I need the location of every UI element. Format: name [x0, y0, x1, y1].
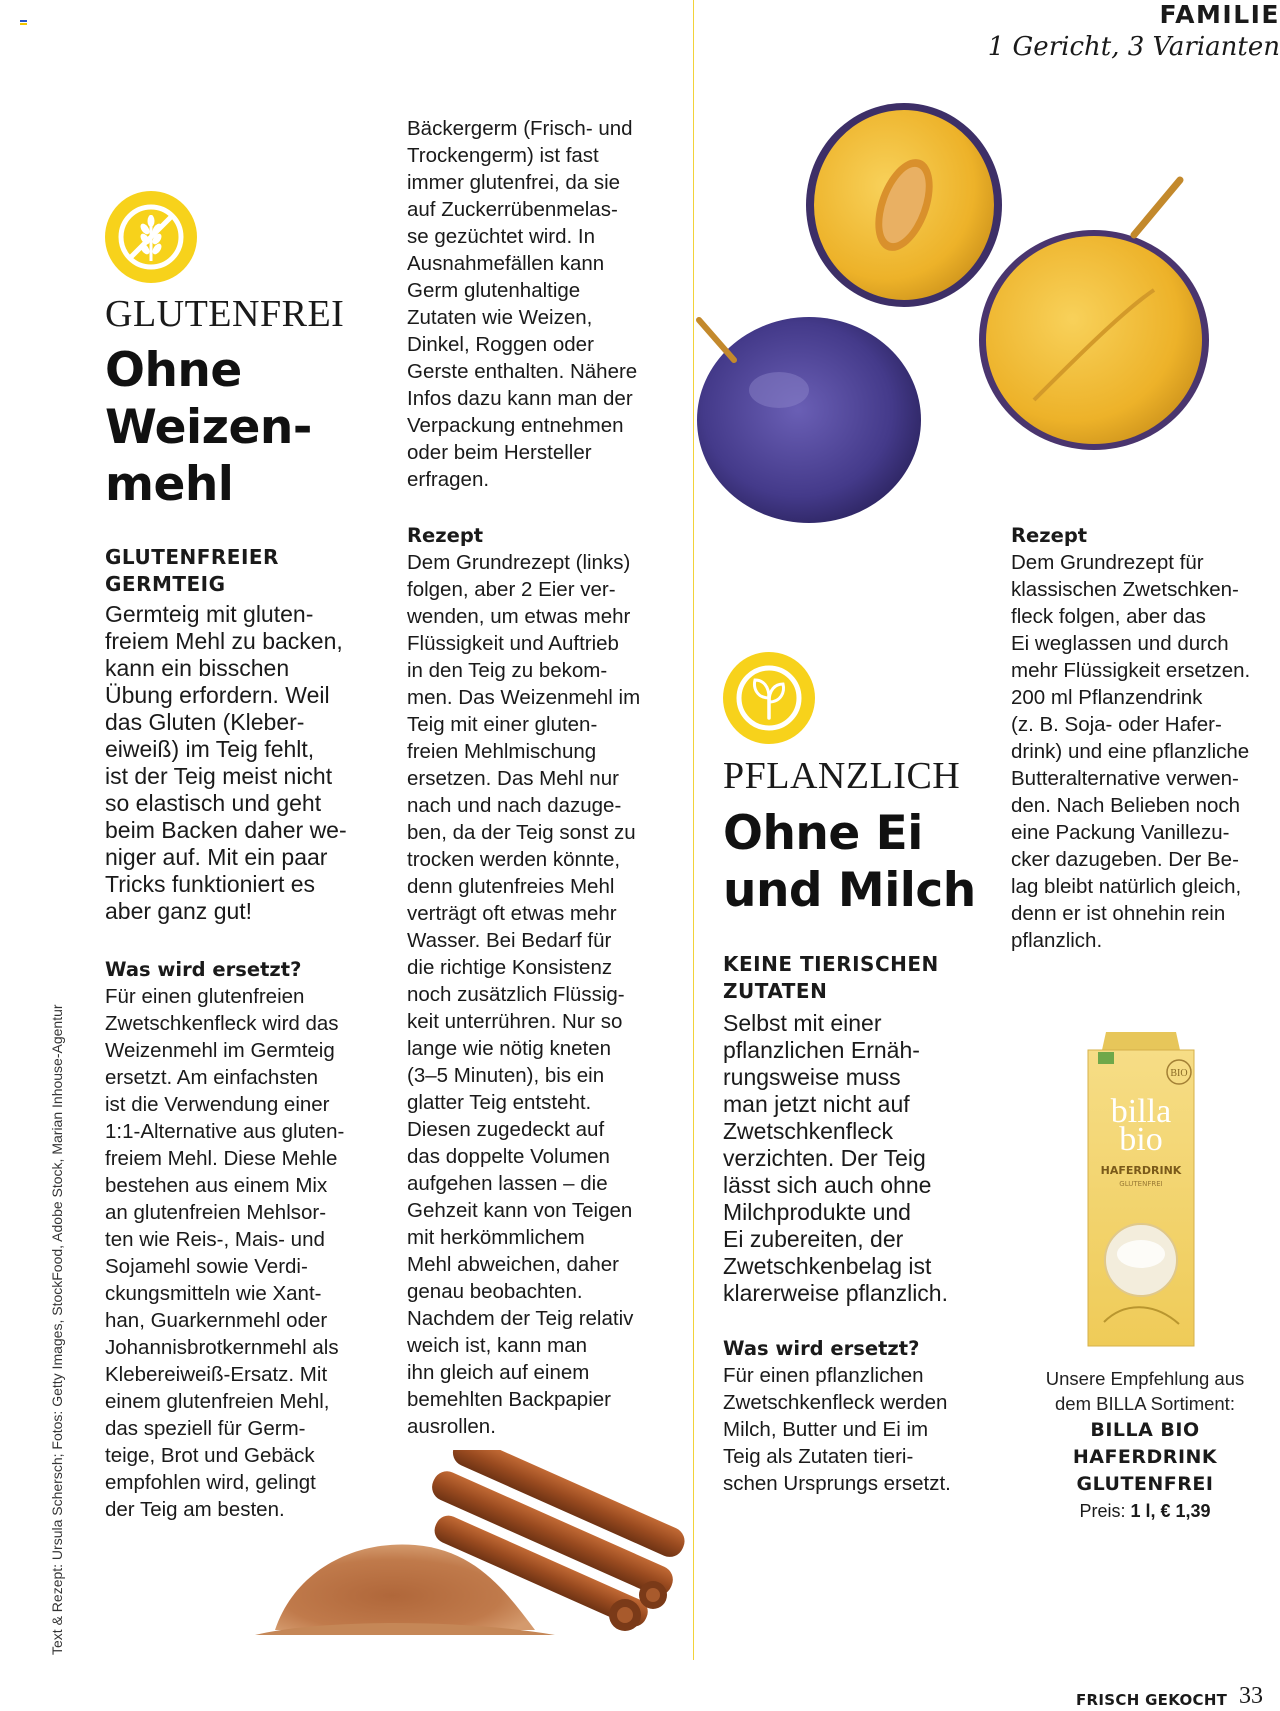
lead-line: freiem Mehl zu backen, — [105, 628, 343, 654]
body-line: Trockengerm) ist fast — [407, 144, 599, 167]
body-line: Für einen pflanzlichen — [723, 1364, 924, 1387]
body-line: wenden, um etwas mehr — [407, 605, 631, 628]
body-line: trocken werden könnte, — [407, 848, 621, 871]
recipe-pflanzlich — [1011, 549, 1250, 954]
category-glutenfrei: GLUTENFREI — [105, 293, 345, 335]
corner-mark — [20, 20, 27, 26]
headline-line: und Milch — [723, 863, 976, 918]
body-line: noch zusätzlich Flüssig- — [407, 983, 625, 1006]
body-line: Johannisbrotkernmehl als — [105, 1336, 339, 1359]
price-label: Preis: — [1079, 1501, 1126, 1521]
headline-line: Ohne — [105, 343, 242, 398]
intro-germ — [407, 115, 637, 493]
recipe-glutenfrei — [407, 549, 640, 1440]
body-line: Zwetschkenfleck wird das — [105, 1012, 339, 1035]
lead-line: verzichten. Der Teig — [723, 1145, 926, 1171]
body-line: aufgehen lassen – die — [407, 1172, 608, 1195]
lead-line: Germteig mit gluten- — [105, 601, 314, 627]
body-line: verträgt oft etwas mehr — [407, 902, 617, 925]
body-line: schen Ursprungs ersetzt. — [723, 1472, 951, 1495]
body-line: weich ist, kann man — [407, 1334, 588, 1357]
body-line: ten wie Reis-, Mais- und — [105, 1228, 325, 1251]
body-line: Für einen glutenfreien — [105, 985, 305, 1008]
body-line: ben, da der Teig sonst zu — [407, 821, 636, 844]
body-line: ausrollen. — [407, 1415, 496, 1438]
answer-glutenfrei — [105, 983, 344, 1523]
body-line: (z. B. Soja- oder Hafer- — [1011, 713, 1222, 736]
question-glutenfrei: Was wird ersetzt? — [105, 958, 302, 981]
body-line: han, Guarkernmehl oder — [105, 1309, 328, 1332]
caption-intro: dem BILLA Sortiment: — [1055, 1393, 1235, 1414]
subhead-line: GLUTENFREIER — [105, 545, 279, 569]
category-pflanzlich: PFLANZLICH — [723, 755, 961, 797]
product-caption — [1010, 1366, 1280, 1524]
lead-line: Übung erfordern. Weil — [105, 682, 330, 708]
lead-line: Zwetschkenbelag ist — [723, 1253, 932, 1279]
headline-pflanzlich — [723, 805, 976, 919]
body-line: teige, Brot und Gebäck — [105, 1444, 315, 1467]
body-line: Teig mit einer gluten- — [407, 713, 598, 736]
body-line: Milch, Butter und Ei im — [723, 1418, 929, 1441]
lead-line: niger auf. Mit ein paar — [105, 844, 328, 870]
body-line: mit herkömmlichem — [407, 1226, 585, 1249]
body-line: eine Packung Vanillezu- — [1011, 821, 1230, 844]
pack-brand: billa — [1110, 1093, 1172, 1130]
page-number: 33 — [1239, 1683, 1263, 1709]
lead-pflanzlich — [723, 1010, 948, 1307]
cinnamon-image — [255, 1450, 693, 1650]
section-label: FAMILIE — [1159, 0, 1280, 29]
lead-line: Tricks funktioniert es — [105, 871, 316, 897]
body-line: lag bleibt natürlich gleich, — [1011, 875, 1242, 898]
body-line: Teig als Zutaten tieri- — [723, 1445, 914, 1468]
body-line: Mehl abweichen, daher — [407, 1253, 619, 1276]
body-line: Butteralternative verwen- — [1011, 767, 1239, 790]
lead-glutenfrei — [105, 601, 347, 925]
recipe-label-glutenfrei: Rezept — [407, 524, 484, 547]
body-line: se gezüchtet wird. In — [407, 225, 596, 248]
lead-line: Zwetschkenfleck — [723, 1118, 894, 1144]
lead-line: eiweiß) im Teig fehlt, — [105, 736, 315, 762]
body-line: Flüssigkeit und Auftrieb — [407, 632, 619, 655]
body-line: auf Zuckerrübenmelas- — [407, 198, 618, 221]
plum-image — [694, 100, 1280, 540]
body-line: drink) und eine pflanzliche — [1011, 740, 1250, 763]
recipe-label-pflanzlich: Rezept — [1011, 524, 1088, 547]
lead-line: man jetzt nicht auf — [723, 1091, 910, 1117]
body-line: 200 ml Pflanzendrink — [1011, 686, 1203, 709]
body-line: einem glutenfreien Mehl, — [105, 1390, 330, 1413]
body-line: den. Nach Belieben noch — [1011, 794, 1241, 817]
body-line: ckungsmitteln wie Xant- — [105, 1282, 322, 1305]
body-line: men. Das Weizenmehl im — [407, 686, 641, 709]
product-pack — [1084, 1032, 1198, 1348]
lead-line: Milchprodukte und — [723, 1199, 911, 1225]
product-name: BILLA BIO — [1090, 1419, 1200, 1441]
body-line: immer glutenfrei, da sie — [407, 171, 621, 194]
lead-line: das Gluten (Kleber- — [105, 709, 305, 735]
body-line: Nachdem der Teig relativ — [407, 1307, 634, 1330]
headline-line: Ohne Ei — [723, 806, 923, 861]
body-line: folgen, aber 2 Eier ver- — [407, 578, 616, 601]
body-line: 1:1-Alternative aus gluten- — [105, 1120, 345, 1143]
body-line: freien Mehlmischung — [407, 740, 597, 763]
body-line: Klebereiweiß-Ersatz. Mit — [105, 1363, 328, 1386]
lead-line: lässt sich auch ohne — [723, 1172, 932, 1198]
body-line: bemehlten Backpapier — [407, 1388, 611, 1411]
lead-line: Selbst mit einer — [723, 1010, 882, 1036]
product-price — [1010, 1498, 1280, 1524]
body-line: Zutaten wie Weizen, — [407, 306, 593, 329]
lead-line: aber ganz gut! — [105, 898, 253, 924]
body-line: Ausnahmefällen kann — [407, 252, 605, 275]
lead-line: Ei zubereiten, der — [723, 1226, 904, 1252]
body-line: in den Teig zu bekom- — [407, 659, 608, 682]
body-line: fleck folgen, aber das — [1011, 605, 1206, 628]
body-line: an glutenfreien Mehlsor- — [105, 1201, 327, 1224]
body-line: Dem Grundrezept für — [1011, 551, 1204, 574]
body-line: Sojamehl sowie Verdi- — [105, 1255, 308, 1278]
leaf-sprout-icon — [723, 652, 815, 744]
photo-credits: Text & Rezept: Ursula Schersch; Fotos: Getty Images, StockFood, Adobe Stock, Marian Inhouse-Agentur — [49, 1004, 65, 1655]
body-line: ihn gleich auf einem — [407, 1361, 590, 1384]
body-line: Germ glutenhaltige — [407, 279, 581, 302]
body-line: Dem Grundrezept (links) — [407, 551, 631, 574]
headline-line: Weizen- — [105, 400, 312, 455]
body-line: die richtige Konsistenz — [407, 956, 613, 979]
body-line: nach und nach dazuge- — [407, 794, 622, 817]
body-line: Dinkel, Roggen oder — [407, 333, 594, 356]
body-line: Diesen zugedeckt auf — [407, 1118, 605, 1141]
body-line: cker dazugeben. Der Be- — [1011, 848, 1239, 871]
section-subtitle: 1 Gericht, 3 Varianten — [987, 32, 1280, 62]
body-line: denn er ist ohnehin rein — [1011, 902, 1226, 925]
body-line: Bäckergerm (Frisch- und — [407, 117, 633, 140]
body-line: Weizenmehl im Germteig — [105, 1039, 335, 1062]
body-line: ersetzt. Am einfachsten — [105, 1066, 319, 1089]
body-line: (3–5 Minuten), bis ein — [407, 1064, 605, 1087]
body-line: Zwetschkenfleck werden — [723, 1391, 948, 1414]
lead-line: pflanzlichen Ernäh- — [723, 1037, 920, 1063]
subhead-pflanzlich — [723, 951, 939, 1005]
body-line: freiem Mehl. Diese Mehle — [105, 1147, 338, 1170]
pack-seal: BIO — [1170, 1068, 1188, 1079]
price-value: 1 l, € 1,39 — [1130, 1501, 1211, 1521]
headline-line: mehl — [105, 457, 234, 512]
body-line: Verpackung entnehmen — [407, 414, 624, 437]
body-line: ersetzen. Das Mehl nur — [407, 767, 619, 790]
body-line: keit unterrühren. Nur so — [407, 1010, 623, 1033]
question-pflanzlich: Was wird ersetzt? — [723, 1337, 920, 1360]
body-line: glatter Teig entsteht. — [407, 1091, 592, 1114]
body-line: Gerste enthalten. Nähere — [407, 360, 638, 383]
pack-brand-line: bio — [1119, 1121, 1163, 1158]
subhead-line: ZUTATEN — [723, 979, 828, 1003]
no-wheat-icon — [105, 191, 197, 283]
body-line: pflanzlich. — [1011, 929, 1103, 952]
subhead-line: KEINE TIERISCHEN — [723, 952, 939, 976]
lead-line: rungsweise muss — [723, 1064, 901, 1090]
subhead-line: GERMTEIG — [105, 572, 226, 596]
headline-glutenfrei — [105, 342, 312, 513]
body-line: oder beim Hersteller — [407, 441, 592, 464]
product-name: HAFERDRINK GLUTENFREI — [1072, 1446, 1218, 1495]
body-line: mehr Flüssigkeit ersetzen. — [1011, 659, 1251, 682]
body-line: bestehen aus einem Mix — [105, 1174, 328, 1197]
body-line: empfohlen wird, gelingt — [105, 1471, 316, 1494]
subhead-glutenfrei — [105, 544, 279, 598]
answer-pflanzlich — [723, 1362, 951, 1497]
body-line: genau beobachten. — [407, 1280, 583, 1303]
body-line: Gehzeit kann von Teigen — [407, 1199, 633, 1222]
body-line: lange wie nötig kneten — [407, 1037, 612, 1060]
body-line: das doppelte Volumen — [407, 1145, 610, 1168]
body-line: ist die Verwendung einer — [105, 1093, 330, 1116]
lead-line: so elastisch und geht — [105, 790, 322, 816]
body-line: klassischen Zwetschken- — [1011, 578, 1239, 601]
lead-line: beim Backen daher we- — [105, 817, 347, 843]
body-line: Wasser. Bei Bedarf für — [407, 929, 612, 952]
lead-line: ist der Teig meist nicht — [105, 763, 333, 789]
body-line: Ei weglassen und durch — [1011, 632, 1229, 655]
body-line: der Teig am besten. — [105, 1498, 285, 1521]
body-line: erfragen. — [407, 468, 490, 491]
lead-line: kann ein bisschen — [105, 655, 290, 681]
pack-name: HAFERDRINK — [1100, 1164, 1182, 1177]
lead-line: klarerweise pflanzlich. — [723, 1280, 948, 1306]
body-line: denn glutenfreies Mehl — [407, 875, 615, 898]
body-line: das speziell für Germ- — [105, 1417, 306, 1440]
caption-intro: Unsere Empfehlung aus — [1045, 1368, 1245, 1389]
footer-brand: FRISCH GEKOCHT — [1076, 1691, 1228, 1709]
body-line: Infos dazu kann man der — [407, 387, 633, 410]
pack-sub: GLUTENFREI — [1119, 1180, 1163, 1188]
